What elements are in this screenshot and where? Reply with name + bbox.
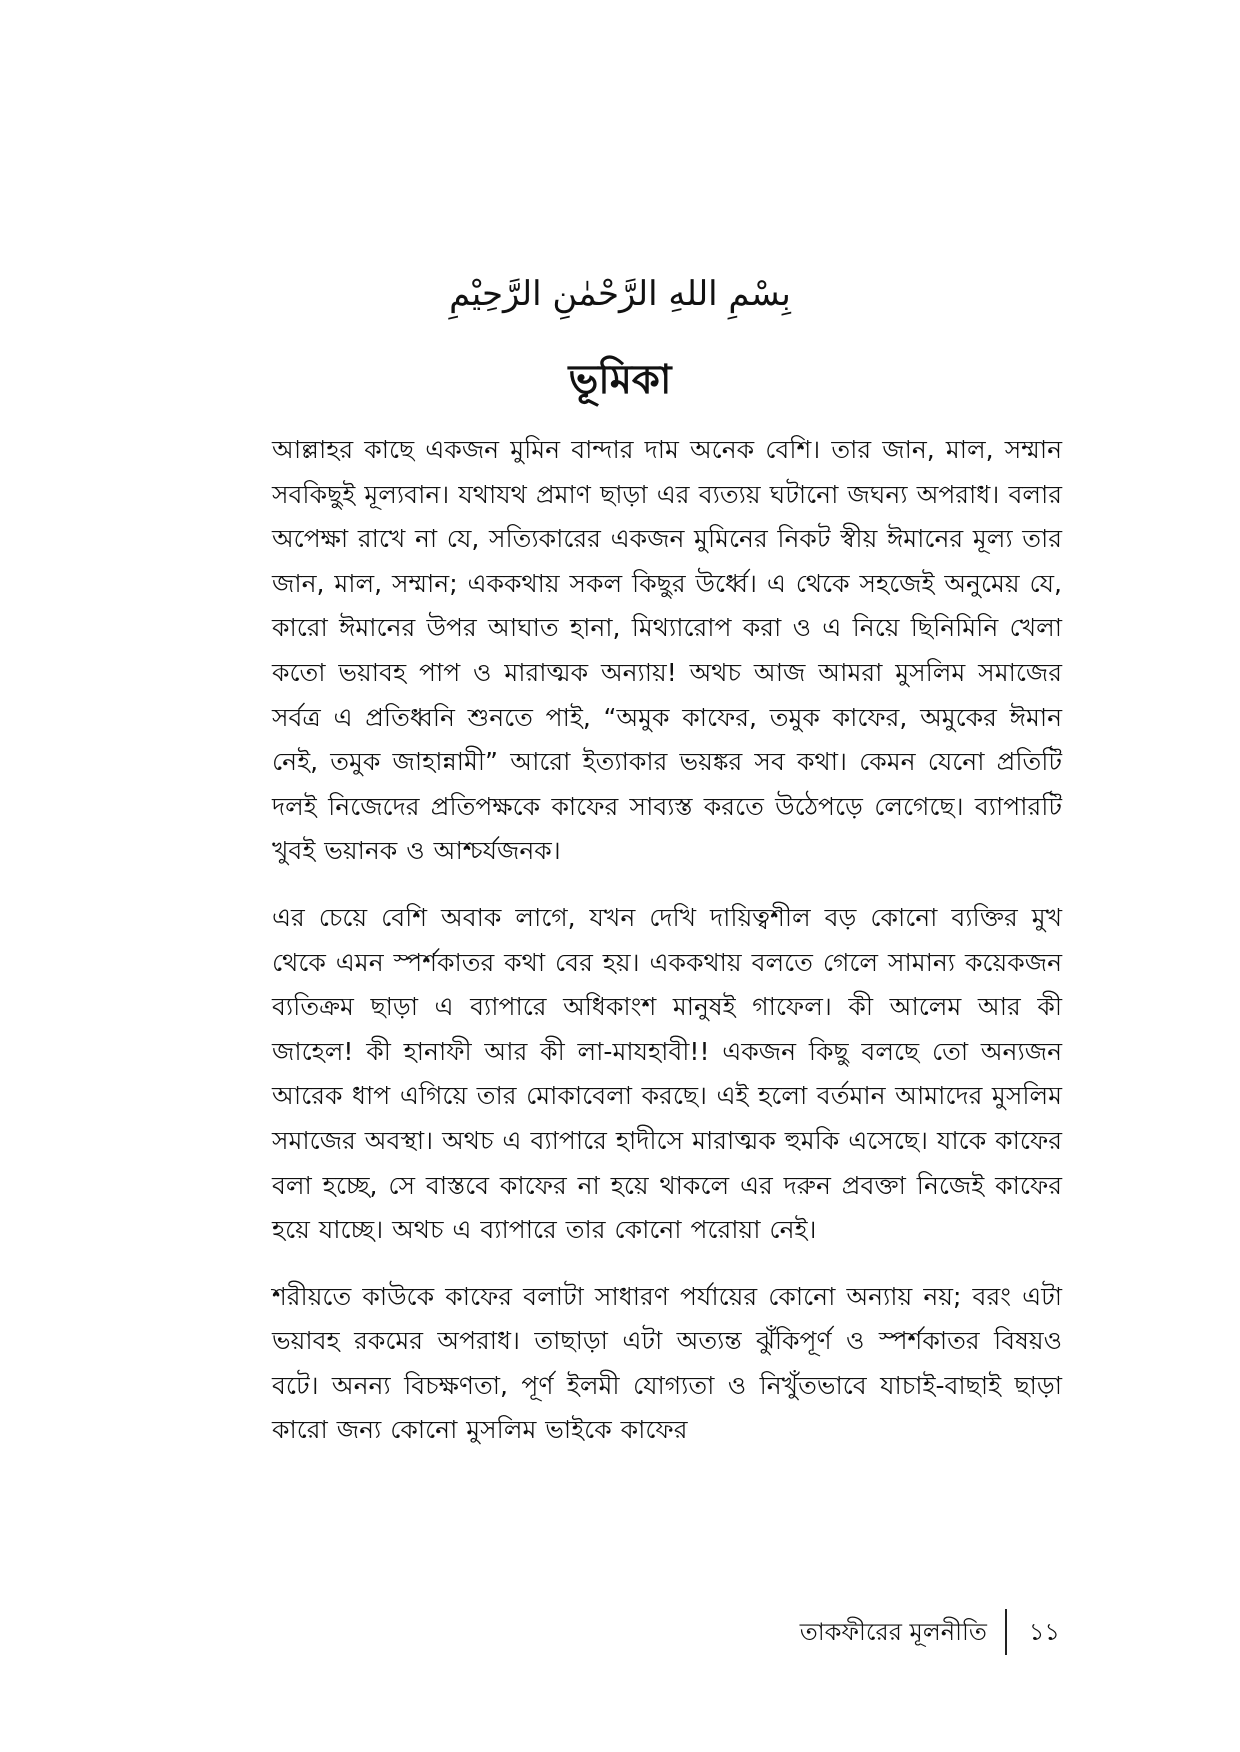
- paragraph-3: শরীয়তে কাউকে কাফের বলাটা সাধারণ পর্যায়ের কোনো অন্যায় নয়; বরং এটা ভয়াবহ রকমের অপরাধ। তাছাড়া এটা অত্যন্ত ঝুঁকিপূর্ণ ও স্পর্শকাতর বিষয়ও বটে। অনন্য বিচক্ষণতা, পূর্ণ ইলমী যোগ্যতা ও নিখুঁতভাবে যাচাই-বাছাই ছাড়া কারো জন্য কোনো মুসলিম ভাইকে কাফের: [272, 1281, 1062, 1445]
- page-footer: [700, 1604, 1060, 1660]
- bismillah-heading: بِسْمِ اللهِ الرَّحْمٰنِ الرَّحِيْمِ: [449, 274, 791, 314]
- body-text: [272, 428, 1062, 1475]
- paragraph-2: এর চেয়ে বেশি অবাক লাগে, যখন দেখি দায়িত্বশীল বড় কোনো ব্যক্তির মুখ থেকে এমন স্পর্শকাতর কথা বের হয়। এককথায় বলতে গেলে সামান্য কয়েকজন ব্যতিক্রম ছাড়া এ ব্যাপারে অধিকাংশ মানুষই গাফেল। কী আলেম আর কী জাহেল! কী হানাফী আর কী লা-মাযহাবী!! একজন কিছু বলছে তো অন্যজন আরেক ধাপ এগিয়ে তার মোকাবেলা করছে। এই হলো বর্তমান আমাদের মুসলিম সমাজের অবস্থা। অথচ এ ব্যাপারে হাদীসে মারাত্মক হুমকি এসেছে। যাকে কাফের বলা হচ্ছে, সে বাস্তবে কাফের না হয়ে থাকলে এর দরুন প্রবক্তা নিজেই কাফের হয়ে যাচ্ছে। অথচ এ ব্যাপারে তার কোনো পরোয়া নেই।: [272, 902, 1062, 1245]
- running-footer-title: তাকফীরের মূলনীতি: [799, 1618, 987, 1646]
- page-title: ভূমিকা: [568, 357, 672, 403]
- page-number: ১১: [1028, 1618, 1060, 1646]
- paragraph-1: আল্লাহর কাছে একজন মুমিন বান্দার দাম অনেক বেশি। তার জান, মাল, সম্মান সবকিছুই মূল্যবান। যথাযথ প্রমাণ ছাড়া এর ব্যত্যয় ঘটানো জঘন্য অপরাধ। বলার অপেক্ষা রাখে না যে, সত্যিকারের একজন মুমিনের নিকট স্বীয় ঈমানের মূল্য তার জান, মাল, সম্মান; এককথায় সকল কিছুর উর্ধ্বে। এ থেকে সহজেই অনুমেয় যে, কারো ঈমানের উপর আঘাত হানা, মিথ্যারোপ করা ও এ নিয়ে ছিনিমিনি খেলা কতো ভয়াবহ পাপ ও মারাত্মক অন্যায়! অথচ আজ আমরা মুসলিম সমাজের সর্বত্র এ প্রতিধ্বনি শুনতে পাই, “অমুক কাফের, তমুক কাফের, অমুকের ঈমান নেই, তমুক জাহান্নামী” আরো ইত্যাকার ভয়ঙ্কর সব কথা। কেমন যেনো প্রতিটি দলই নিজেদের প্রতিপক্ষকে কাফের সাব্যস্ত করতে উঠেপড়ে লেগেছে। ব্যাপারটি খুবই ভয়ানক ও আশ্চর্যজনক।: [272, 435, 1062, 866]
